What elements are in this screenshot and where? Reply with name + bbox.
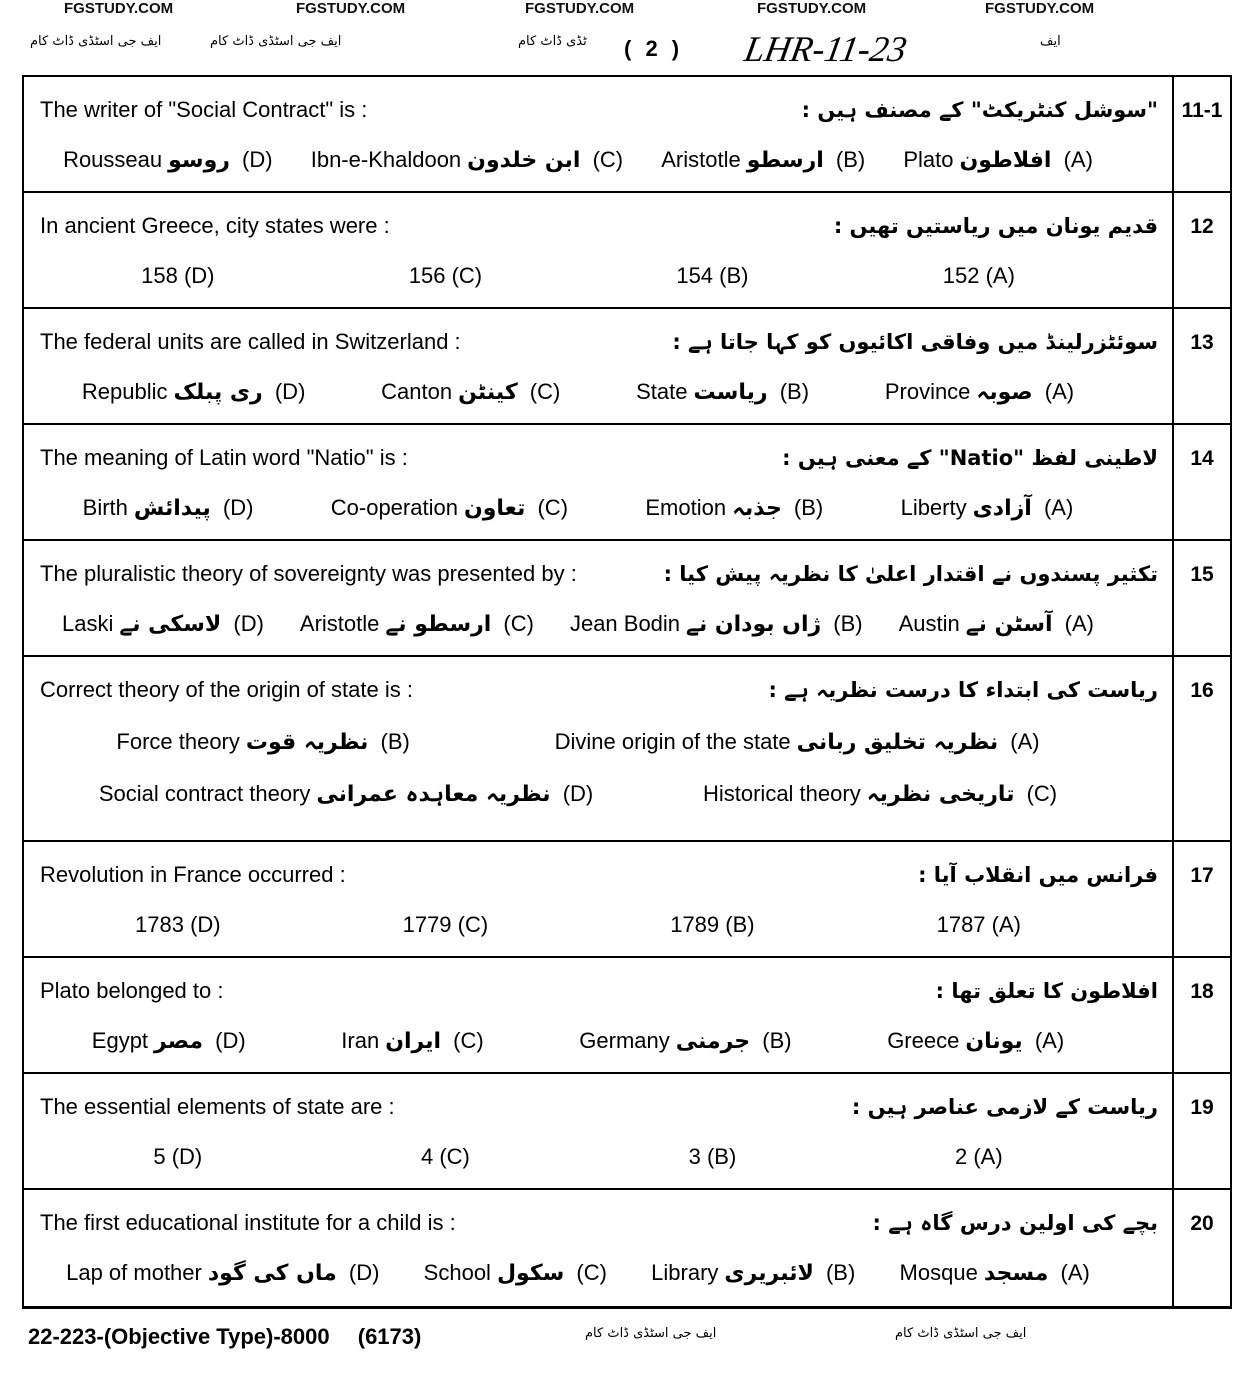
question-line — [24, 1074, 1172, 1120]
option — [92, 1028, 246, 1054]
option-text: Plato — [903, 147, 954, 172]
option-letter: (C) — [576, 1260, 607, 1285]
option-text: State — [636, 379, 688, 404]
option-urdu: آسٹن نے — [965, 612, 1053, 637]
option-text: Canton — [381, 379, 453, 404]
question-urdu: "سوشل کنٹریکٹ" کے مصنف ہیں : — [801, 98, 1158, 122]
question-body — [24, 1190, 1174, 1306]
option — [645, 495, 823, 521]
option-letter: (B) — [835, 147, 866, 172]
question-line — [24, 309, 1172, 355]
urdu-watermark: ایف جی اسٹڈی ڈاٹ کام — [30, 34, 162, 49]
option-letter: (A) — [1060, 1260, 1090, 1285]
options-line — [24, 587, 1172, 637]
options-line — [24, 888, 1172, 938]
option-letter: (D) — [215, 1028, 246, 1053]
question-urdu: تکثیر پسندوں نے اقتدار اعلیٰ کا نظریہ پیش کیا : — [663, 562, 1158, 586]
option — [300, 611, 534, 637]
option-letter: (C) — [529, 379, 561, 404]
option-urdu: ارسطو — [746, 148, 824, 173]
urdu-watermark: ایف — [1040, 34, 1061, 49]
option-text: Force theory — [116, 729, 240, 754]
option — [689, 1144, 737, 1170]
option-urdu: تاریخی نظریہ — [866, 782, 1015, 807]
option — [83, 495, 254, 521]
option — [153, 1144, 202, 1170]
option-text: Emotion — [645, 495, 727, 520]
option-urdu: نظریہ تخلیق ربانی — [796, 730, 999, 755]
option — [403, 912, 489, 938]
page-number: ( 2 ) — [624, 36, 684, 61]
question-urdu: قدیم یونان میں ریاستیں تھیں : — [833, 214, 1158, 238]
question-body — [24, 842, 1174, 956]
question-line — [24, 842, 1172, 888]
option-text: Egypt — [91, 1028, 149, 1053]
option — [887, 1028, 1064, 1054]
option — [955, 1144, 1003, 1170]
watermark: FGSTUDY.COM — [985, 0, 1095, 17]
questions-table — [22, 75, 1232, 1309]
option-text: School — [423, 1260, 491, 1285]
option-letter: (B) — [779, 379, 810, 404]
option — [903, 147, 1093, 173]
option — [62, 611, 264, 637]
option-letter: (B) — [833, 611, 863, 636]
option-text: 156 — [408, 263, 446, 288]
question-english: The meaning of Latin word "Natio" is : — [40, 445, 408, 470]
question-row — [24, 193, 1230, 309]
options-line — [24, 1120, 1172, 1170]
option-text: Laski — [62, 611, 114, 636]
option-urdu: جذبہ — [732, 496, 782, 521]
option — [899, 611, 1094, 637]
option-text: Jean Bodin — [569, 611, 681, 636]
option-text: Social contract theory — [98, 781, 311, 806]
question-body — [24, 425, 1174, 539]
option-letter: (D) — [171, 1144, 203, 1169]
option-letter: (D) — [562, 781, 594, 806]
question-urdu: فرانس میں انقلاب آیا : — [918, 863, 1158, 887]
option-letter: (D) — [183, 263, 215, 288]
option-text: 5 — [153, 1144, 166, 1169]
question-urdu: لاطینی لفظ "Natio" کے معنی ہیں : — [782, 446, 1158, 470]
watermark: FGSTUDY.COM — [757, 0, 867, 17]
options-line — [24, 703, 1172, 755]
watermark: FGSTUDY.COM — [296, 0, 406, 17]
option-letter: (C) — [503, 611, 534, 636]
option — [636, 379, 809, 405]
option-text: 1787 — [936, 912, 986, 937]
option-letter: (C) — [439, 1144, 470, 1169]
option — [555, 729, 1040, 755]
option-text: 3 — [688, 1144, 701, 1169]
paper-number: (6173) — [357, 1324, 422, 1349]
option-letter: (A) — [1044, 379, 1075, 404]
question-number: 14 — [1190, 447, 1214, 470]
option — [421, 1144, 470, 1170]
question-english: The federal units are called in Switzerland : — [40, 329, 461, 354]
question-row — [24, 77, 1230, 193]
option-text: 158 — [141, 263, 178, 288]
option — [885, 379, 1074, 405]
option-urdu: سکول — [496, 1261, 565, 1286]
option-text: Aristotle — [299, 611, 380, 636]
option-text: 1783 — [134, 912, 184, 937]
question-english: Revolution in France occurred : — [40, 862, 346, 887]
option — [381, 379, 560, 405]
option — [82, 379, 306, 405]
question-row — [24, 541, 1230, 657]
option — [670, 912, 754, 938]
option-letter: (B) — [825, 1260, 856, 1285]
option-urdu: لائبریری — [724, 1261, 814, 1286]
option — [135, 912, 221, 938]
option-letter: (B) — [706, 1144, 737, 1169]
option-urdu: نظریہ قوت — [245, 730, 369, 755]
question-number: 13 — [1190, 331, 1214, 354]
option — [937, 912, 1021, 938]
options-line — [24, 355, 1172, 405]
option-urdu: روسو — [168, 148, 230, 173]
option — [141, 263, 214, 289]
option-letter: (A) — [973, 1144, 1003, 1169]
question-english: The writer of "Social Contract" is : — [40, 97, 368, 122]
urdu-watermark: ایف جی اسٹڈی ڈاٹ کام — [895, 1326, 1027, 1341]
options-line — [24, 1236, 1172, 1286]
option-urdu: ریاست — [693, 380, 768, 405]
options-line — [24, 1004, 1172, 1054]
option-letter: (D) — [274, 379, 306, 404]
option-text: Aristotle — [661, 147, 741, 172]
question-number: 20 — [1190, 1212, 1214, 1235]
urdu-watermark: ایف جی اسٹڈی ڈاٹ کام — [210, 34, 342, 49]
option-urdu: تعاون — [463, 496, 526, 521]
option-urdu: لاسکی نے — [119, 612, 222, 637]
option-letter: (B) — [725, 912, 755, 937]
option-letter: (B) — [793, 495, 824, 520]
option-text: Ibn-e-Khaldoon — [310, 147, 462, 172]
question-row — [24, 1190, 1230, 1306]
question-urdu: ریاست کے لازمی عناصر ہیں : — [851, 1095, 1158, 1119]
option-urdu: کینٹن — [458, 380, 518, 405]
urdu-watermark: ٹڈی ڈاٹ کام — [518, 34, 587, 49]
urdu-watermark: ایف جی اسٹڈی ڈاٹ کام — [585, 1326, 717, 1341]
question-line — [24, 958, 1172, 1004]
question-english: In ancient Greece, city states were : — [40, 213, 390, 238]
question-urdu: افلاطون کا تعلق تھا : — [935, 979, 1158, 1003]
option-letter: (C) — [457, 912, 489, 937]
option — [63, 147, 273, 173]
option — [341, 1028, 483, 1054]
option-letter: (D) — [222, 495, 254, 520]
footer — [28, 1324, 443, 1350]
option-urdu: مسجد — [983, 1261, 1049, 1286]
option-text: Birth — [82, 495, 128, 520]
option-text: 1789 — [670, 912, 720, 937]
question-line — [24, 657, 1172, 703]
option-urdu: پیدائش — [133, 496, 211, 521]
option-letter: (A) — [1043, 495, 1074, 520]
question-urdu: بچے کی اولین درس گاہ ہے : — [872, 1211, 1158, 1235]
question-english: Plato belonged to : — [40, 978, 224, 1003]
option-letter: (A) — [1010, 729, 1040, 754]
question-row — [24, 842, 1230, 958]
option-text: Lap of mother — [66, 1260, 202, 1285]
question-body — [24, 309, 1174, 423]
question-row — [24, 657, 1230, 842]
options-line — [24, 755, 1172, 807]
option-text: Co-operation — [330, 495, 458, 520]
option — [943, 263, 1015, 289]
option-letter: (A) — [991, 912, 1021, 937]
question-line — [24, 77, 1172, 123]
question-number: 12 — [1190, 215, 1214, 238]
option — [116, 729, 409, 755]
option-text: 2 — [954, 1144, 968, 1169]
option-urdu: ایران — [385, 1029, 442, 1054]
option-text: Germany — [579, 1028, 670, 1053]
question-body — [24, 193, 1174, 307]
option-letter: (D) — [242, 147, 273, 172]
question-row — [24, 425, 1230, 541]
option-urdu: صوبہ — [976, 380, 1033, 405]
option-text: Divine origin of the state — [554, 729, 791, 754]
question-number: 19 — [1190, 1096, 1214, 1119]
options-line — [24, 471, 1172, 521]
handwritten-paper-code: LHR-11-23 — [741, 29, 910, 69]
option-letter: (D) — [348, 1260, 380, 1285]
question-body — [24, 541, 1174, 655]
option — [676, 263, 748, 289]
question-line — [24, 425, 1172, 471]
question-urdu: سوئٹزرلینڈ میں وفاقی اکائیوں کو کہا جاتا ہے : — [672, 330, 1158, 354]
option — [99, 781, 593, 807]
option-urdu: افلاطون — [959, 148, 1052, 173]
option — [579, 1028, 791, 1054]
question-body — [24, 77, 1174, 191]
option-urdu: نظریہ معاہدہ عمرانی — [316, 782, 551, 807]
option-letter: (C) — [453, 1028, 484, 1053]
question-urdu: ریاست کی ابتداء کا درست نظریہ ہے : — [768, 678, 1158, 702]
option-text: 154 — [676, 263, 714, 288]
option-text: 152 — [942, 263, 980, 288]
question-row — [24, 1074, 1230, 1190]
question-row — [24, 958, 1230, 1074]
watermark: FGSTUDY.COM — [64, 0, 174, 17]
question-line — [24, 193, 1172, 239]
question-number: 17 — [1190, 864, 1214, 887]
question-number: 16 — [1190, 679, 1214, 702]
option-letter: (D) — [233, 611, 264, 636]
option — [703, 781, 1057, 807]
option-text: Austin — [898, 611, 960, 636]
option — [424, 1260, 607, 1286]
question-english: The first educational institute for a child is : — [40, 1210, 456, 1235]
option-letter: (B) — [762, 1028, 792, 1053]
question-body — [24, 1074, 1174, 1188]
option — [570, 611, 863, 637]
option-letter: (A) — [1034, 1028, 1065, 1053]
question-body — [24, 958, 1174, 1072]
option-letter: (C) — [451, 263, 483, 288]
paper-code: 22-223-(Objective Type)-8000 — [28, 1324, 330, 1349]
option-urdu: ماں کی گود — [207, 1261, 337, 1286]
option-text: Rousseau — [63, 147, 163, 172]
question-english: The essential elements of state are : — [40, 1094, 395, 1119]
option — [331, 495, 568, 521]
option-text: Historical theory — [702, 781, 861, 806]
option — [66, 1260, 379, 1286]
option-urdu: آزادی — [972, 496, 1032, 521]
options-line — [24, 123, 1172, 173]
question-english: Correct theory of the origin of state is : — [40, 677, 413, 702]
options-line — [24, 239, 1172, 289]
question-line — [24, 541, 1172, 587]
option — [900, 1260, 1090, 1286]
option-letter: (C) — [537, 495, 569, 520]
option-letter: (A) — [1064, 611, 1094, 636]
option-urdu: ری پبلک — [173, 380, 263, 405]
option-letter: (C) — [592, 147, 624, 172]
question-row — [24, 309, 1230, 425]
option — [661, 147, 865, 173]
option-urdu: ژاں بودان نے — [686, 612, 822, 637]
option — [901, 495, 1074, 521]
option-letter: (B) — [380, 729, 410, 754]
option-text: Province — [884, 379, 971, 404]
option-urdu: ابن خلدون — [467, 148, 581, 173]
question-number: 15 — [1190, 563, 1214, 586]
option-letter: (C) — [1026, 781, 1058, 806]
option-text: Republic — [81, 379, 168, 404]
question-number: 18 — [1190, 980, 1214, 1003]
option-text: 4 — [420, 1144, 434, 1169]
question-number: 11-1 — [1181, 99, 1223, 122]
option-letter: (A) — [985, 263, 1015, 288]
option-text: Greece — [887, 1028, 960, 1053]
option-letter: (D) — [190, 912, 221, 937]
option-text: Mosque — [899, 1260, 978, 1285]
option-text: Iran — [341, 1028, 380, 1053]
option-urdu: یونان — [965, 1029, 1023, 1054]
option-urdu: ارسطو نے — [385, 612, 492, 637]
option-text: 1779 — [402, 912, 452, 937]
option — [409, 263, 482, 289]
option-urdu: جرمنی — [675, 1029, 751, 1054]
question-english: The pluralistic theory of sovereignty was presented by : — [40, 561, 577, 586]
option-text: Library — [651, 1260, 719, 1285]
option-urdu: مصر — [154, 1029, 204, 1054]
option — [311, 147, 623, 173]
question-line — [24, 1190, 1172, 1236]
option-letter: (B) — [719, 263, 749, 288]
watermark: FGSTUDY.COM — [525, 0, 635, 17]
option-text: Liberty — [900, 495, 967, 520]
option-letter: (A) — [1063, 147, 1093, 172]
question-body — [24, 657, 1174, 840]
option — [651, 1260, 855, 1286]
